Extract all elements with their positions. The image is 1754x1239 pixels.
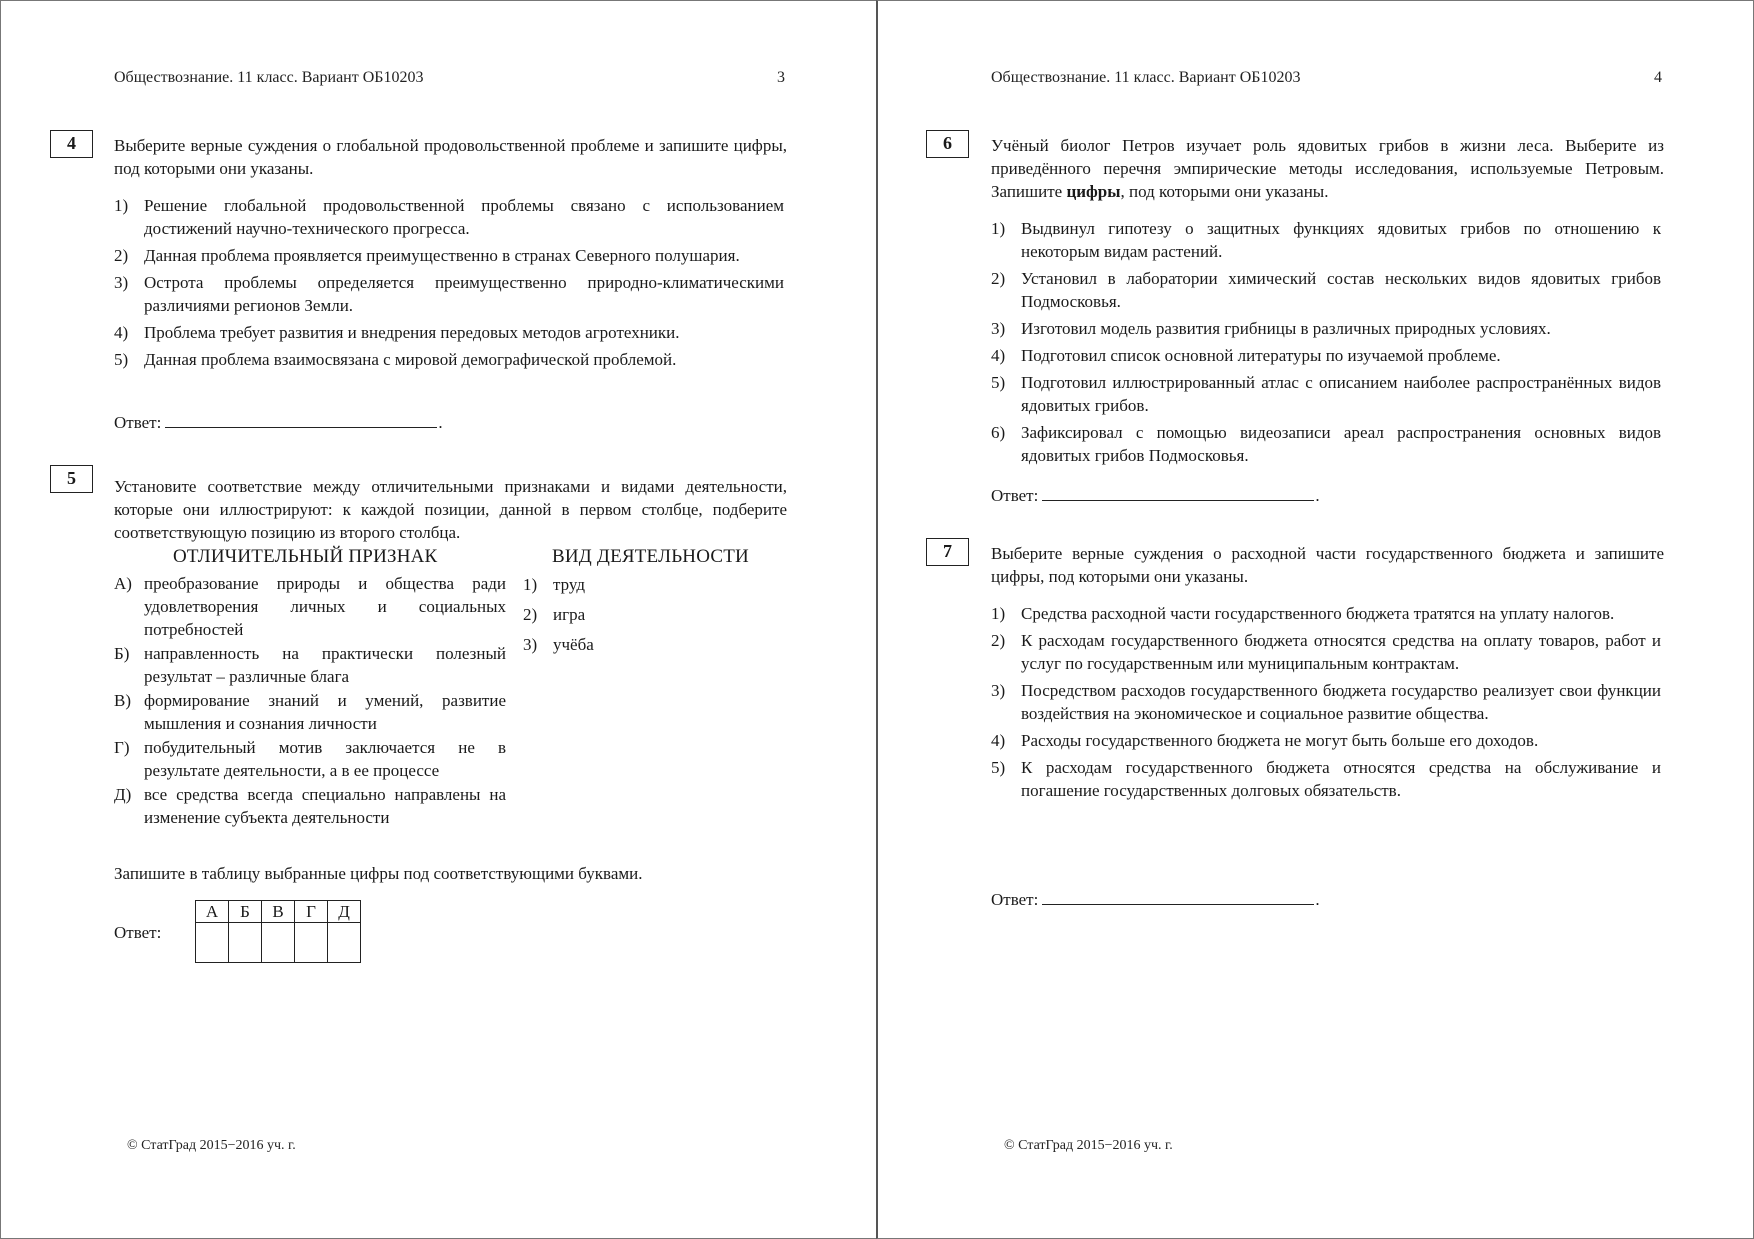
left-page xyxy=(0,0,876,1239)
list-item: 3) Острота проблемы определяется преимущественно природно-климатическими различиями регионов Земли. xyxy=(114,273,784,315)
table-header-cell: А xyxy=(196,901,229,923)
table-header-cell: Г xyxy=(295,901,328,923)
answer-cell[interactable] xyxy=(295,923,328,963)
list-item: Б) направленность на практически полезный результат – различные блага xyxy=(114,644,506,686)
task5-right-column xyxy=(523,572,673,662)
task4-answer: Ответ: . xyxy=(114,413,443,432)
list-item: 2) Установил в лаборатории химический состав нескольких видов ядовитых грибов Подмосковья. xyxy=(991,269,1661,311)
task6-stem: Учёный биолог Петров изучает роль ядовитых грибов в жизни леса. Выберите из приведённого перечня эмпирические методы исследования, используемые Петровым. Запишите цифры, под которыми они указаны. xyxy=(991,136,1664,201)
task-number-box: 7 xyxy=(926,538,969,566)
task6-answer: Ответ: . xyxy=(991,486,1320,505)
page-header: Обществознание. 11 класс. Вариант ОБ10203 xyxy=(114,69,424,86)
list-item: А) преобразование природы и общества ради удовлетворения личных и социальных потребностей xyxy=(114,574,506,639)
table-header-cell: Д xyxy=(328,901,361,923)
list-item: 6) Зафиксировал с помощью видеозаписи ареал распространения основных видов ядовитых грибов Подмосковья. xyxy=(991,423,1661,465)
task5-stem: Установите соответствие между отличительными признаками и видами деятельности, которые они иллюстрируют: к каждой позиции, данной в первом столбце, подберите соответствующую позицию из второго столбца. xyxy=(114,477,787,542)
task7-options xyxy=(991,602,1661,806)
list-item: 1) Решение глобальной продовольственной проблемы связано с использованием достижений научно-технического прогресса. xyxy=(114,196,784,238)
page-footer: © СтатГрад 2015−2016 уч. г. xyxy=(127,1138,296,1153)
answer-cell[interactable] xyxy=(196,923,229,963)
task4-stem: Выберите верные суждения о глобальной продовольственной проблеме и запишите цифры, под которыми они указаны. xyxy=(114,136,787,178)
list-item: 1) труд xyxy=(523,575,585,594)
list-item: 4) Проблема требует развития и внедрения передовых методов агротехники. xyxy=(114,323,680,342)
task-number-box: 4 xyxy=(50,130,93,158)
list-item: 5) Подготовил иллюстрированный атлас с описанием наиболее распространённых видов ядовитых грибов. xyxy=(991,373,1661,415)
answer-field[interactable] xyxy=(165,412,437,428)
answer-field[interactable] xyxy=(1042,485,1314,501)
list-item: В) формирование знаний и умений, развитие мышления и сознания личности xyxy=(114,691,506,733)
list-item: 3) Изготовил модель развития грибницы в различных природных условиях. xyxy=(991,319,1551,338)
list-item: 5) К расходам государственного бюджета относятся средства на обслуживание и погашение государственных долговых обязательств. xyxy=(991,758,1661,800)
list-item: 2) Данная проблема проявляется преимущественно в странах Северного полушария. xyxy=(114,246,740,265)
task5-instruction: Запишите в таблицу выбранные цифры под соответствующими буквами. xyxy=(114,864,643,883)
page-header: Обществознание. 11 класс. Вариант ОБ10203 xyxy=(991,69,1301,86)
list-item: 4) Подготовил список основной литературы по изучаемой проблеме. xyxy=(991,346,1501,365)
task-number-box: 6 xyxy=(926,130,969,158)
list-item: 4) Расходы государственного бюджета не могут быть больше его доходов. xyxy=(991,731,1539,750)
list-item: Г) побудительный мотив заключается не в результате деятельности, а в ее процессе xyxy=(114,738,506,780)
list-item: 1) Выдвинул гипотезу о защитных функциях ядовитых грибов по отношению к некоторым видам растений. xyxy=(991,219,1661,261)
column-header-activity: ВИД ДЕЯТЕЛЬНОСТИ xyxy=(552,546,749,567)
list-item: 2) К расходам государственного бюджета относятся средства на оплату товаров, работ и услуг по государственным или муниципальным контрактам. xyxy=(991,631,1661,673)
answer-cell[interactable] xyxy=(262,923,295,963)
answer-label: Ответ: xyxy=(114,923,162,942)
table-header-cell: В xyxy=(262,901,295,923)
task-number-box: 5 xyxy=(50,465,93,493)
answer-label: Ответ: xyxy=(114,413,162,432)
answer-field[interactable] xyxy=(1042,889,1314,905)
task4-options xyxy=(114,194,784,375)
table-header-cell: Б xyxy=(229,901,262,923)
answer-cell[interactable] xyxy=(328,923,361,963)
list-item: 3) учёба xyxy=(523,635,594,654)
answer-table xyxy=(195,900,361,963)
task7-answer: Ответ: . xyxy=(991,890,1320,909)
answer-label: Ответ: xyxy=(991,486,1039,505)
list-item: 3) Посредством расходов государственного бюджета государство реализует свои функции воздействия на экономическое и социальное развитие общества. xyxy=(991,681,1661,723)
answer-label: Ответ: xyxy=(991,890,1039,909)
page-number: 3 xyxy=(777,69,785,86)
list-item: 5) Данная проблема взаимосвязана с мировой демографической проблемой. xyxy=(114,350,677,369)
column-header-feature: ОТЛИЧИТЕЛЬНЫЙ ПРИЗНАК xyxy=(173,546,438,567)
page-footer: © СтатГрад 2015−2016 уч. г. xyxy=(1004,1138,1173,1153)
page-number: 4 xyxy=(1654,69,1662,86)
answer-cell[interactable] xyxy=(229,923,262,963)
right-page xyxy=(876,0,1754,1239)
task6-options xyxy=(991,217,1661,471)
list-item: 2) игра xyxy=(523,605,586,624)
list-item: Д) все средства всегда специально направлены на изменение субъекта деятельности xyxy=(114,785,506,827)
list-item: 1) Средства расходной части государственного бюджета тратятся на уплату налогов. xyxy=(991,604,1615,623)
task7-stem: Выберите верные суждения о расходной части государственного бюджета и запишите цифры, под которыми они указаны. xyxy=(991,544,1664,586)
task5-left-column xyxy=(114,572,506,830)
